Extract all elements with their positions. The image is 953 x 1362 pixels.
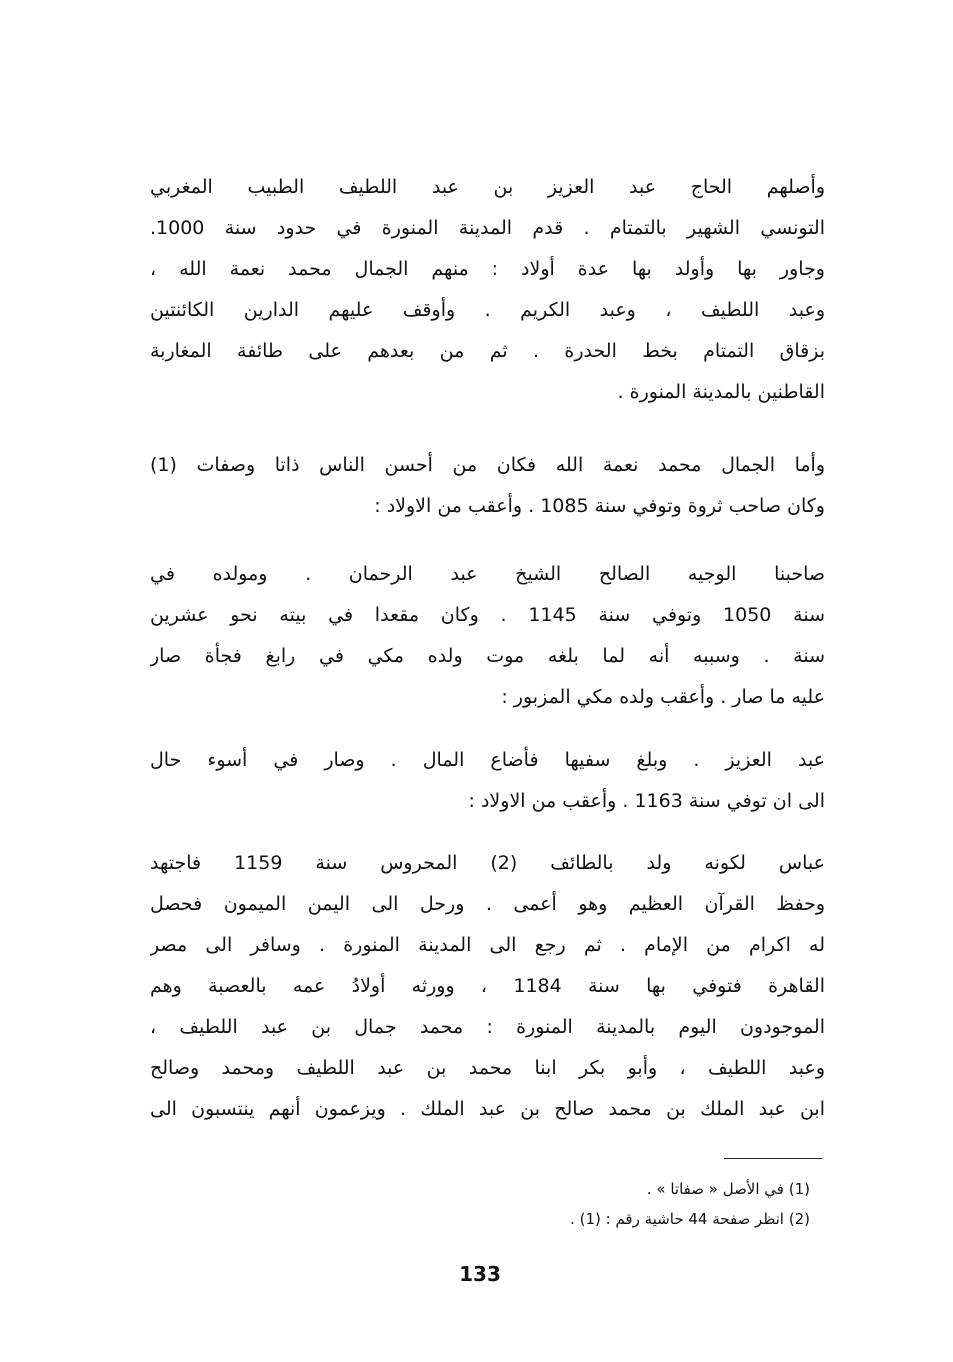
paragraph-1 (150, 167, 825, 413)
paragraph-2 (150, 445, 825, 527)
footnote-1: (1) في الأصل « صفاتا » . (646, 1180, 810, 1198)
text-line: وجاور بها وأولد بها عدة أولاد : منهم الجمال محمد نعمة الله ، (150, 258, 825, 280)
text-line: وأما الجمال محمد نعمة الله فكان من أحسن الناس ذاتا وصفات (1) (150, 454, 825, 476)
text-line: الى ان توفي سنة 1163 . وأعقب من الاولاد : (468, 790, 825, 812)
text-line: التونسي الشهير بالتمتام . قدم المدينة المنورة في حدود سنة 1000. (150, 217, 825, 239)
text-line: وعبد اللطيف ، وعبد الكريم . وأوقف عليهم الدارين الكائنتين (150, 299, 825, 321)
text-line: بزقاق التمتام بخط الحدرة . ثم من بعدهم على طائفة المغاربة (150, 340, 825, 362)
footnote-divider (724, 1158, 822, 1159)
text-line: وكان صاحب ثروة وتوفي سنة 1085 . وأعقب من الاولاد : (374, 495, 825, 517)
text-line: القاطنين بالمدينة المنورة . (617, 381, 825, 403)
text-line: وأصلهم الحاج عبد العزيز بن عبد اللطيف الطبيب المغربي (150, 176, 825, 198)
text-line: صاحبنا الوجيه الصالح الشيخ عبد الرحمان . ومولده في (150, 563, 825, 585)
text-line: وعبد اللطيف ، وأبو بكر ابنا محمد بن عبد اللطيف ومحمد وصالح (150, 1057, 825, 1079)
page-number: 133 (459, 1262, 501, 1286)
text-line: وحفظ القرآن العظيم وهو أعمى . ورحل الى اليمن الميمون فحصل (150, 893, 825, 915)
text-line: ابن عبد الملك بن محمد صالح بن عبد الملك . ويزعمون أنهم ينتسبون الى (150, 1098, 825, 1120)
text-line: القاهرة فتوفي بها سنة 1184 ، وورثه أولادُ عمه بالعصبة وهم (150, 975, 825, 997)
paragraph-3 (150, 554, 825, 718)
text-line: الموجودون اليوم بالمدينة المنورة : محمد جمال بن عبد اللطيف ، (150, 1016, 825, 1038)
text-line: سنة . وسببه أنه لما بلغه موت ولده مكي في رابغ فجأة صار (150, 645, 825, 667)
paragraph-4 (150, 740, 825, 822)
footnote-2: (2) انظر صفحة 44 حاشية رقم : (1) . (570, 1210, 810, 1228)
text-line: عليه ما صار . وأعقب ولده مكي المزبور : (501, 686, 825, 708)
text-line: عبد العزيز . وبلغ سفيها فأضاع المال . وصار في أسوء حال (150, 749, 825, 771)
paragraph-5 (150, 843, 825, 1130)
text-line: سنة 1050 وتوفي سنة 1145 . وكان مقعدا في بيته نحو عشرين (150, 604, 825, 626)
text-line: له اكرام من الإمام . ثم رجع الى المدينة المنورة . وسافر الى مصر (150, 934, 825, 956)
text-line: عباس لكونه ولد بالطائف (2) المحروس سنة 1159 فاجتهد (150, 852, 825, 874)
